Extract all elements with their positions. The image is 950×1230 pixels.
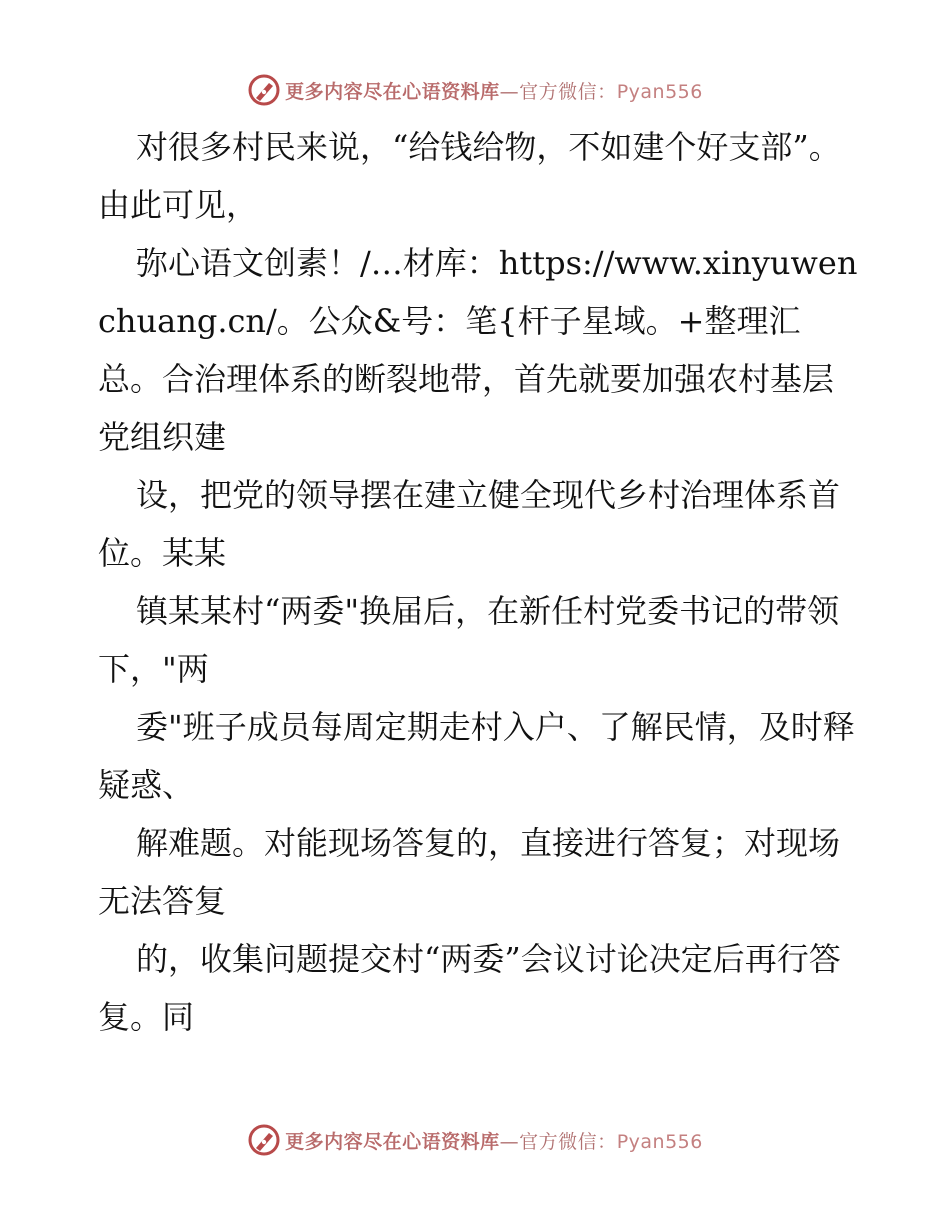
pen-circle-logo-icon bbox=[247, 1123, 281, 1157]
paragraph: 弥心语文创素！/…材库：https://www.xinyuwenchuang.cn/。公众&号：笔{杆子星域。+整理汇总。合治理体系的断裂地带，首先就要加强农村基层党组织建 bbox=[98, 244, 858, 456]
footer-banner bbox=[0, 1120, 950, 1160]
header-banner bbox=[0, 70, 950, 110]
footer-wechat-label: 官方微信： bbox=[519, 1130, 617, 1153]
document-body bbox=[98, 118, 858, 1046]
paragraph: 镇某某村“两委"换届后，在新任村党委书记的带领下，"两 bbox=[98, 592, 840, 688]
header-wechat-id: Pyan556 bbox=[616, 80, 703, 103]
paragraph: 的，收集问题提交村“两委”会议讨论决定后再行答复。同 bbox=[98, 940, 841, 1036]
paragraph: 解难题。对能现场答复的，直接进行答复；对现场无法答复 bbox=[98, 824, 841, 920]
pen-circle-logo-icon bbox=[247, 73, 281, 107]
footer-wechat-id: Pyan556 bbox=[616, 1130, 703, 1153]
footer-site-text: 更多内容尽在心语资料库 bbox=[285, 1130, 500, 1153]
header-dash: — bbox=[499, 80, 520, 103]
header-wechat-label: 官方微信： bbox=[519, 80, 617, 103]
paragraph: 委"班子成员每周定期走村入户、了解民情，及时释疑惑、 bbox=[98, 708, 855, 804]
header-site-text: 更多内容尽在心语资料库 bbox=[285, 80, 500, 103]
paragraph: 对很多村民来说，“给钱给物，不如建个好支部”。由此可见， bbox=[98, 128, 841, 224]
paragraph: 设，把党的领导摆在建立健全现代乡村治理体系首位。某某 bbox=[98, 476, 841, 572]
footer-dash: — bbox=[499, 1130, 520, 1153]
